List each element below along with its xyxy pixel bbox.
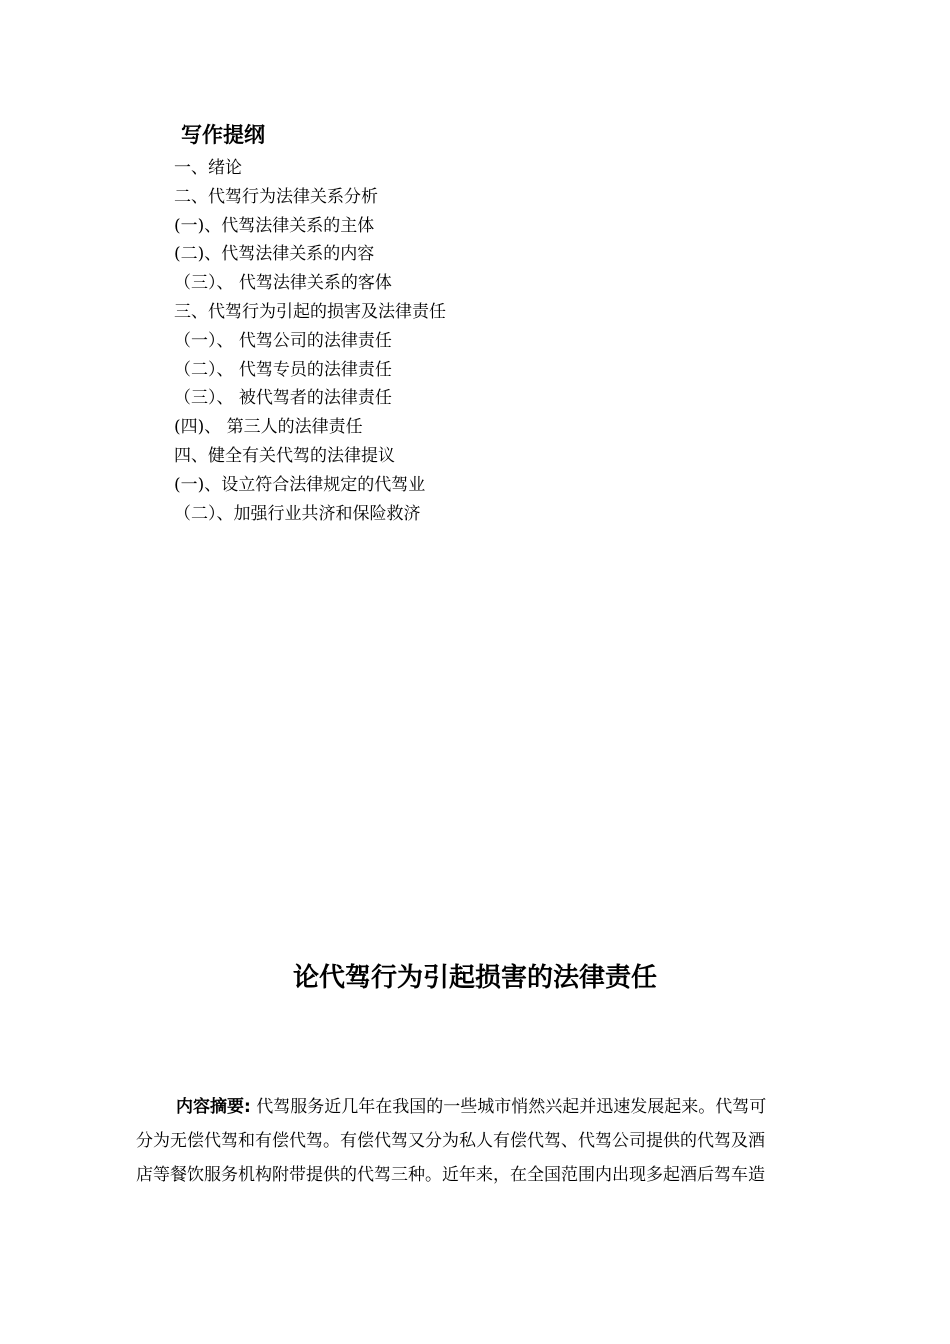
outline-title: 写作提纲: [181, 123, 265, 147]
outline-item: （二）、 代驾专员的法律责任: [174, 359, 392, 380]
abstract-line: [136, 1090, 836, 1124]
outline-item: (一)、代驾法律关系的主体: [174, 215, 375, 236]
outline-item: （三）、 被代驾者的法律责任: [174, 388, 392, 409]
outline-item: （三）、 代驾法律关系的客体: [174, 273, 392, 294]
outline-item: 三、代驾行为引起的损害及法律责任: [174, 301, 446, 322]
outline-item: (四)、 第三人的法律责任: [174, 417, 363, 438]
outline-item: （二）、加强行业共济和保险救济: [174, 503, 421, 524]
outline-list: [174, 154, 446, 528]
outline-item: (二)、代驾法律关系的内容: [174, 244, 375, 265]
outline-item: 四、健全有关代驾的法律提议: [174, 445, 395, 466]
outline-item: 二、代驾行为法律关系分析: [174, 186, 378, 207]
outline-item: （一）、 代驾公司的法律责任: [174, 330, 392, 351]
abstract-text: 代驾服务近几年在我国的一些城市悄然兴起并迅速发展起来。代驾可: [250, 1097, 767, 1117]
outline-item: (一)、设立符合法律规定的代驾业: [174, 474, 426, 495]
outline-item: 一、绪论: [174, 158, 242, 178]
abstract-line: 店等餐饮服务机构附带提供的代驾三种。近年来，在全国范围内出现多起酒后驾车造: [136, 1165, 765, 1185]
abstract: [136, 1090, 836, 1192]
abstract-label: 内容摘要:: [176, 1097, 251, 1117]
abstract-line: 分为无偿代驾和有偿代驾。有偿代驾又分为私人有偿代驾、代驾公司提供的代驾及酒: [136, 1131, 765, 1151]
paper-title: 论代驾行为引起损害的法律责任: [292, 963, 657, 993]
